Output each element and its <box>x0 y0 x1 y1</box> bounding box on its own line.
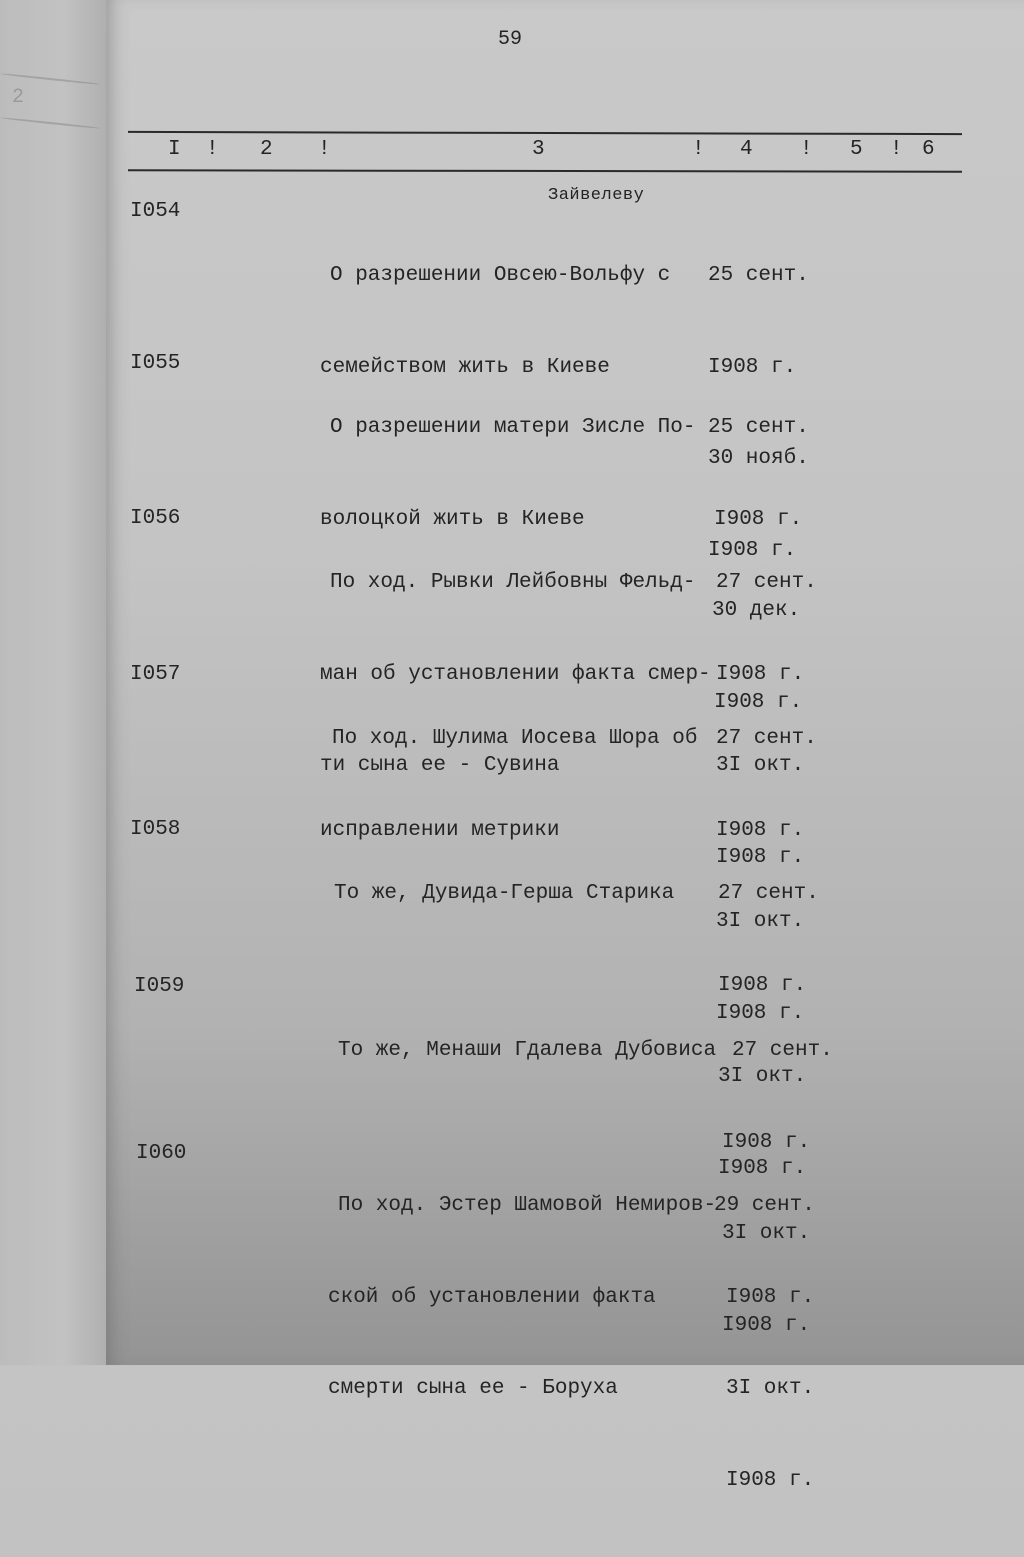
bleed-through-line <box>0 117 100 129</box>
date-start: 27 сент. <box>732 1039 833 1062</box>
date-start-year: I908 г. <box>708 355 797 379</box>
date-end: 3I окт. <box>726 1377 815 1400</box>
entry-description <box>320 975 720 1128</box>
entry-number: I056 <box>130 507 181 530</box>
entry-number: I055 <box>130 352 181 375</box>
entry-description <box>320 818 720 971</box>
date-start: 25 сент. <box>708 416 809 439</box>
date-start: 27 сент. <box>718 882 819 905</box>
description-line: О разрешении матери Зисле По- <box>330 416 696 439</box>
date-end: 3I окт. <box>718 1065 807 1088</box>
date-end: 30 нояб. <box>708 447 809 470</box>
column-header-3: 3 <box>532 138 545 161</box>
date-start: 25 сент. <box>708 264 809 287</box>
date-end-year: I908 г. <box>714 690 803 714</box>
date-end-year: I908 г. <box>726 1468 815 1492</box>
date-end: 3I окт. <box>716 910 805 933</box>
description-line: волоцкой жить в Киеве <box>320 507 585 531</box>
description-line: исправлении метрики <box>320 818 560 842</box>
column-header-2: 2 <box>260 138 273 161</box>
entry-dates <box>714 1130 815 1557</box>
description-line: То же, Дувида-Герша Старика <box>334 882 675 905</box>
date-end-year: I908 г. <box>722 1313 811 1337</box>
date-start: 27 сент. <box>716 571 817 594</box>
handwritten-insertion: Зайвелеву <box>548 186 645 205</box>
entry-number: I054 <box>130 200 181 223</box>
description-line: По ход. Эстер Шамовой Немиров- <box>338 1194 717 1217</box>
description-line: ти сына ее - Сувина <box>320 754 560 777</box>
date-end-year: I908 г. <box>716 845 805 869</box>
column-header-6: 6 <box>922 138 935 161</box>
bleed-through-digit: 2 <box>12 86 25 109</box>
description-line: По ход. Рывки Лейбовны Фельд- <box>330 571 696 594</box>
column-separator: ! <box>692 138 705 161</box>
entry-number: I060 <box>136 1142 187 1165</box>
column-separator: ! <box>890 138 903 161</box>
description-line: ской об установлении факта <box>328 1285 656 1309</box>
entry-number: I059 <box>134 975 185 998</box>
description-line: ман об установлении факта смер- <box>320 662 711 686</box>
entry-number: I057 <box>130 663 181 686</box>
description-line: То же, Менаши Гдалева Дубовиса <box>338 1039 717 1062</box>
date-end: 3I окт. <box>722 1222 811 1245</box>
page-number: 59 <box>498 28 523 51</box>
column-header-1: I <box>168 138 181 161</box>
column-header-5: 5 <box>850 138 863 161</box>
date-end: 3I окт. <box>716 754 805 777</box>
column-separator: ! <box>800 138 813 161</box>
date-end-year: I908 г. <box>718 1156 807 1180</box>
bleed-through-line <box>0 73 100 85</box>
date-start-year: I908 г. <box>716 662 805 686</box>
date-end: 30 дек. <box>712 599 801 622</box>
column-header-4: 4 <box>740 138 753 161</box>
column-separator: ! <box>206 138 219 161</box>
description-line: О разрешении Овсею-Вольфу с <box>330 264 671 287</box>
entry-number: I058 <box>130 818 181 841</box>
table-row <box>0 1130 1024 1492</box>
date-start-year: I908 г. <box>714 507 803 531</box>
description-line: смерти сына ее - Боруха <box>328 1377 618 1400</box>
entry-description <box>328 1130 728 1466</box>
date-start-year: I908 г. <box>722 1130 811 1154</box>
description-line: По ход. Шулима Иосева Шора об <box>332 727 698 750</box>
column-separator: ! <box>318 138 331 161</box>
date-end-year: I908 г. <box>716 1001 805 1025</box>
date-start-year: I908 г. <box>726 1285 815 1309</box>
date-start: 27 сент. <box>716 727 817 750</box>
date-start-year: I908 г. <box>716 818 805 842</box>
description-line: семейством жить в Киеве <box>320 355 610 379</box>
date-start-year: I908 г. <box>718 973 807 997</box>
date-end-year: I908 г. <box>708 538 797 562</box>
date-start: 29 сент. <box>714 1194 815 1217</box>
